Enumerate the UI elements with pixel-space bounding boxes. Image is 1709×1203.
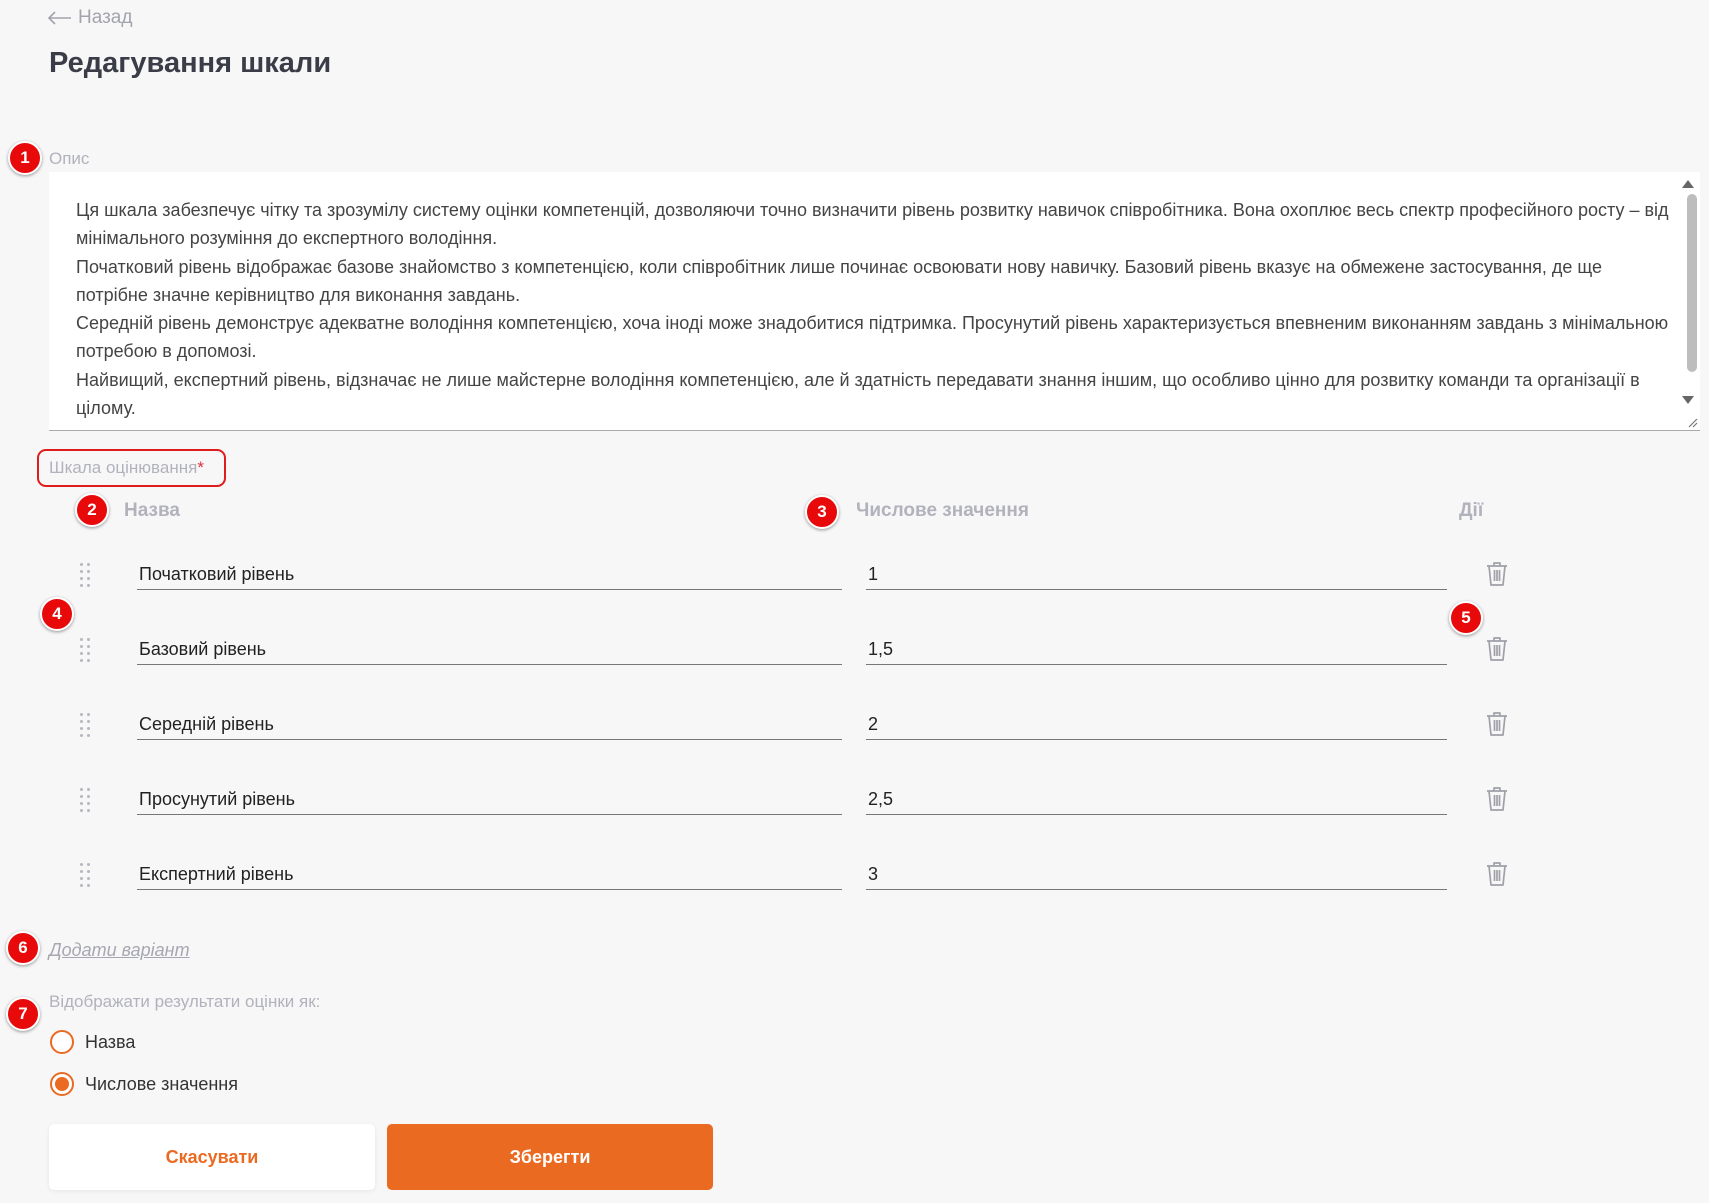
- level-name-input[interactable]: Початковий рівень: [137, 560, 842, 590]
- trash-icon[interactable]: [1486, 711, 1508, 737]
- level-value-input[interactable]: 1,5: [866, 635, 1447, 665]
- annotation-badge: 7: [6, 997, 40, 1031]
- add-option-link[interactable]: Додати варіант: [49, 940, 190, 960]
- level-value-input[interactable]: 3: [866, 860, 1447, 890]
- arrow-left-icon: [48, 11, 72, 25]
- radio-option-value[interactable]: [50, 1072, 238, 1096]
- description-paragraph: Середній рівень демонструє адекватне володіння компетенцією, хоча іноді може знадобитися підтримка. Просунутий рівень характеризується впевненим виконанням завдань з мінімальною потребою в допомозі.: [76, 313, 1669, 362]
- description-paragraph: Найвищий, експертний рівень, відзначає не лише майстерне володіння компетенцією, але й здатність передавати знання іншим, що особливо цінно для розвитку команди та організації в цілому.: [76, 369, 1640, 419]
- annotation-badge: 2: [75, 493, 109, 527]
- description-textarea[interactable]: [49, 172, 1700, 431]
- drag-handle-icon[interactable]: [80, 863, 92, 889]
- level-name-input[interactable]: Середній рівень: [137, 710, 842, 740]
- back-label: Назад: [78, 7, 133, 28]
- level-value-input[interactable]: 2: [866, 710, 1447, 740]
- drag-handle-icon[interactable]: [80, 563, 92, 589]
- annotation-badge: 3: [805, 495, 839, 529]
- level-value-input[interactable]: 1: [866, 560, 1447, 590]
- scroll-up-icon[interactable]: [1682, 180, 1694, 188]
- scale-label-text: Шкала оцінювання: [49, 458, 198, 477]
- radio-button[interactable]: [50, 1072, 74, 1096]
- level-value-input[interactable]: 2,5: [866, 785, 1447, 815]
- trash-icon[interactable]: [1486, 561, 1508, 587]
- back-link[interactable]: [48, 7, 132, 29]
- scroll-down-icon[interactable]: [1682, 396, 1694, 404]
- annotation-badge: 6: [6, 931, 40, 965]
- required-mark: *: [197, 458, 204, 477]
- drag-handle-icon[interactable]: [80, 788, 92, 814]
- save-button[interactable]: Зберегти: [387, 1124, 713, 1190]
- cancel-button[interactable]: Скасувати: [49, 1124, 375, 1190]
- description-text: [76, 196, 1671, 422]
- trash-icon[interactable]: [1486, 861, 1508, 887]
- annotation-badge: 5: [1449, 601, 1483, 635]
- scale-row: [0, 635, 1709, 675]
- trash-icon[interactable]: [1486, 786, 1508, 812]
- scrollbar-thumb[interactable]: [1687, 194, 1697, 372]
- radio-label: Назва: [85, 1031, 136, 1052]
- column-header-actions: Дії: [1459, 500, 1484, 521]
- annotation-badge: 1: [8, 141, 42, 175]
- radio-button[interactable]: [50, 1030, 74, 1054]
- resize-grip-icon[interactable]: [1686, 416, 1698, 428]
- level-name-input[interactable]: Базовий рівень: [137, 635, 842, 665]
- scale-row: [0, 785, 1709, 825]
- drag-handle-icon[interactable]: [80, 713, 92, 739]
- description-paragraph: Ця шкала забезпечує чітку та зрозумілу систему оцінки компетенцій, дозволяючи точно визначити рівень розвитку навичок співробітника. Вона охоплює весь спектр професійного росту – від мінімального розуміння до експертного володіння.: [76, 200, 1669, 249]
- scale-label: [37, 449, 226, 487]
- description-paragraph: Початковий рівень відображає базове знайомство з компетенцією, коли співробітник лише починає освоювати нову навичку. Базовий рівень вказує на обмежене застосування, де ще потрібне значне керівництво для виконання завдань.: [76, 256, 1603, 305]
- annotation-badge: 4: [40, 597, 74, 631]
- scale-row: [0, 860, 1709, 900]
- column-header-name: Назва: [124, 500, 180, 521]
- page-title: Редагування шкали: [49, 47, 332, 79]
- trash-icon[interactable]: [1486, 636, 1508, 662]
- column-header-value: Числове значення: [856, 500, 1029, 521]
- level-name-input[interactable]: Просунутий рівень: [137, 785, 842, 815]
- display-label: Відображати результати оцінки як:: [49, 992, 321, 1011]
- scale-row: [0, 560, 1709, 600]
- scale-row: [0, 710, 1709, 750]
- level-name-input[interactable]: Експертний рівень: [137, 860, 842, 890]
- radio-option-name[interactable]: [50, 1030, 135, 1054]
- radio-label: Числове значення: [85, 1073, 238, 1094]
- drag-handle-icon[interactable]: [80, 638, 92, 664]
- description-label: Опис: [49, 149, 90, 168]
